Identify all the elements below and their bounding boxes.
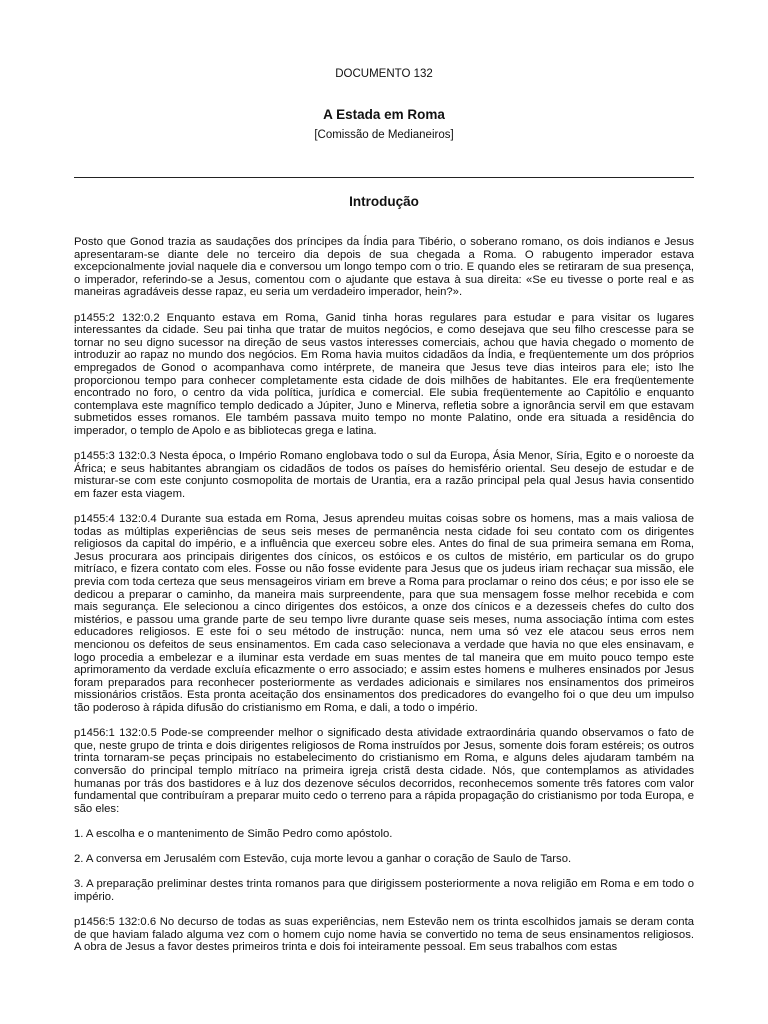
paragraph: p1456:1 132:0.5 Pode-se compreender melhor o significado desta atividade extraordinária quando observamos o fato de que, neste grupo de trinta e dois dirigentes religiosos de Roma instruídos por Jesus, somente dois foram estéreis; os outros trinta tornaram-se peças principais no estabelecimento do cristianismo em Roma, e alguns deles ajudaram também na conversão do principal templo mitríaco na primeira igreja cristã desta cidade. Nós, que contemplamos as atividades humanas por trás dos bastidores e à luz dos dezenove séculos decorridos, reconhecemos somente três fatores com valor fundamental que contribuíram a preparar muito cedo o terreno para a rápida propagação do cristianismo por toda Europa, e são eles:	[74, 727, 694, 815]
document-number: DOCUMENTO 132	[335, 68, 433, 80]
paragraph: p1455:4 132:0.4 Durante sua estada em Roma, Jesus aprendeu muitas coisas sobre os homens, mas a mais valiosa de todas as múltiplas experiências de seus seis meses de permanência nesta cidade foi seu contato com os dirigentes religiosos da capital do império, e a influência que exerceu sobre eles. Antes do final de sua primeira semana em Roma, Jesus procurara aos principais dirigentes dos cínicos, os estóicos e os cultos de mistério, em particular os do grupo mitríaco, e fizera contato com eles. Fosse ou não fosse evidente para Jesus que os judeus iriam rechaçar sua missão, ele previa com toda certeza que seus mensageiros viriam em breve a Roma para proclamar o reino dos céus; e por isso ele se dedicou a preparar o caminho, da maneira mais surpreendente, para que sua mensagem fosse melhor recebida e com mais segurança. Ele selecionou a cinco dirigentes dos estóicos, a onze dos cínicos e a dezesseis chefes do culto dos mistérios, e passou uma grande parte de seu tempo livre durante quase seis meses, numa associação íntima com estes educadores religiosos. E este foi o seu método de instrução: nunca, nem uma só vez ele atacou seus erros nem mencionou os defeitos de seus ensinamentos. Em cada caso selecionava a verdade que havia no que eles ensinavam, e logo procedia a embelezar e a iluminar esta verdade em suas mentes de tal maneira que em muito pouco tempo este aprimoramento da verdade excluía eficazmente o erro associado; e assim estes homens e mulheres ensinados por Jesus foram preparados para reconhecer posteriormente as verdades adicionais e similares nos ensinamentos dos primeiros missionários cristãos. Esta pronta aceitação dos ensinamentos dos predicadores do evangelho foi o que deu um impulso tão poderoso à rápida difusão do cristianismo em Roma, e dali, a todo o império.	[74, 513, 694, 714]
document-subtitle: [Comissão de Medianeiros]	[314, 129, 454, 141]
paragraph: p1455:3 132:0.3 Nesta época, o Império Romano englobava todo o sul da Europa, Ásia Menor, Síria, Egito e o noroeste da África; e seus habitantes abrangiam os cidadãos de todos os países do hemisfério oriental. Seu desejo de estudar e de misturar-se com este conjunto cosmopolita de mortais de Urantia, era a razão principal pela qual Jesus havia consentido em fazer esta viagem.	[74, 450, 694, 500]
horizontal-divider	[74, 177, 694, 178]
list-item: 2. A conversa em Jerusalém com Estevão, cuja morte levou a ganhar o coração de Saulo de Tarso.	[74, 853, 572, 866]
section-title: Introdução	[349, 194, 419, 209]
paragraph: Posto que Gonod trazia as saudações dos príncipes da Índia para Tibério, o soberano romano, os dois indianos e Jesus apresentaram-se diante dele no terceiro dia depois de sua chegada a Roma. O rabugento imperador estava excepcionalmente jovial naquele dia e conversou um longo tempo com o trio. E quando eles se retiraram de sua presença, o imperador, referindo-se a Jesus, comentou com o ajudante que estava à sua direita: «Se eu tivesse o porte real e as maneiras agradáveis desse rapaz, eu seria um verdadeiro imperador, hein?».	[74, 236, 694, 299]
paragraph: p1456:5 132:0.6 No decurso de todas as suas experiências, nem Estevão nem os trinta escolhidos jamais se deram conta de que haviam falado alguma vez com o homem cujo nome havia se convertido no tema de seus ensinamentos religiosos. A obra de Jesus a favor destes primeiros trinta e dois foi inteiramente pessoal. Em seus trabalhos com estas	[74, 916, 694, 954]
paragraph: p1455:2 132:0.2 Enquanto estava em Roma, Ganid tinha horas regulares para estudar e para visitar os lugares interessantes da cidade. Seu pai tinha que tratar de muitos negócios, e como desejava que seu filho crescesse para se tornar no seu digno sucessor na direção de seus vastos interesses comerciais, achou que havia chegado o momento de introduzir ao rapaz no mundo dos negócios. Em Roma havia muitos cidadãos da Índia, e freqüentemente um dos próprios empregados de Gonod o acompanhava como intérprete, de maneira que Jesus teve dias inteiros para ele; isto lhe proporcionou tempo para conhecer completamente esta cidade de dois milhões de habitantes. Ele era freqüentemente encontrado no foro, o centro da vida política, jurídica e comercial. Ele subia freqüentemente ao Capitólio e enquanto contemplava este magnífico templo dedicado a Júpiter, Juno e Minerva, refletia sobre a ignorância servil em que estavam submetidos esses romanos. Ele também passava muito tempo no monte Palatino, onde era situada a residência do imperador, o templo de Apolo e as bibliotecas grega e latina.	[74, 311, 694, 437]
document-title: A Estada em Roma	[323, 107, 445, 122]
document-body	[74, 236, 694, 966]
list-item: 1. A escolha e o mantenimento de Simão Pedro como apóstolo.	[74, 827, 393, 840]
list-item: 3. A preparação preliminar destes trinta romanos para que dirigissem posteriormente a nova religião em Roma e em todo o império.	[74, 878, 694, 903]
